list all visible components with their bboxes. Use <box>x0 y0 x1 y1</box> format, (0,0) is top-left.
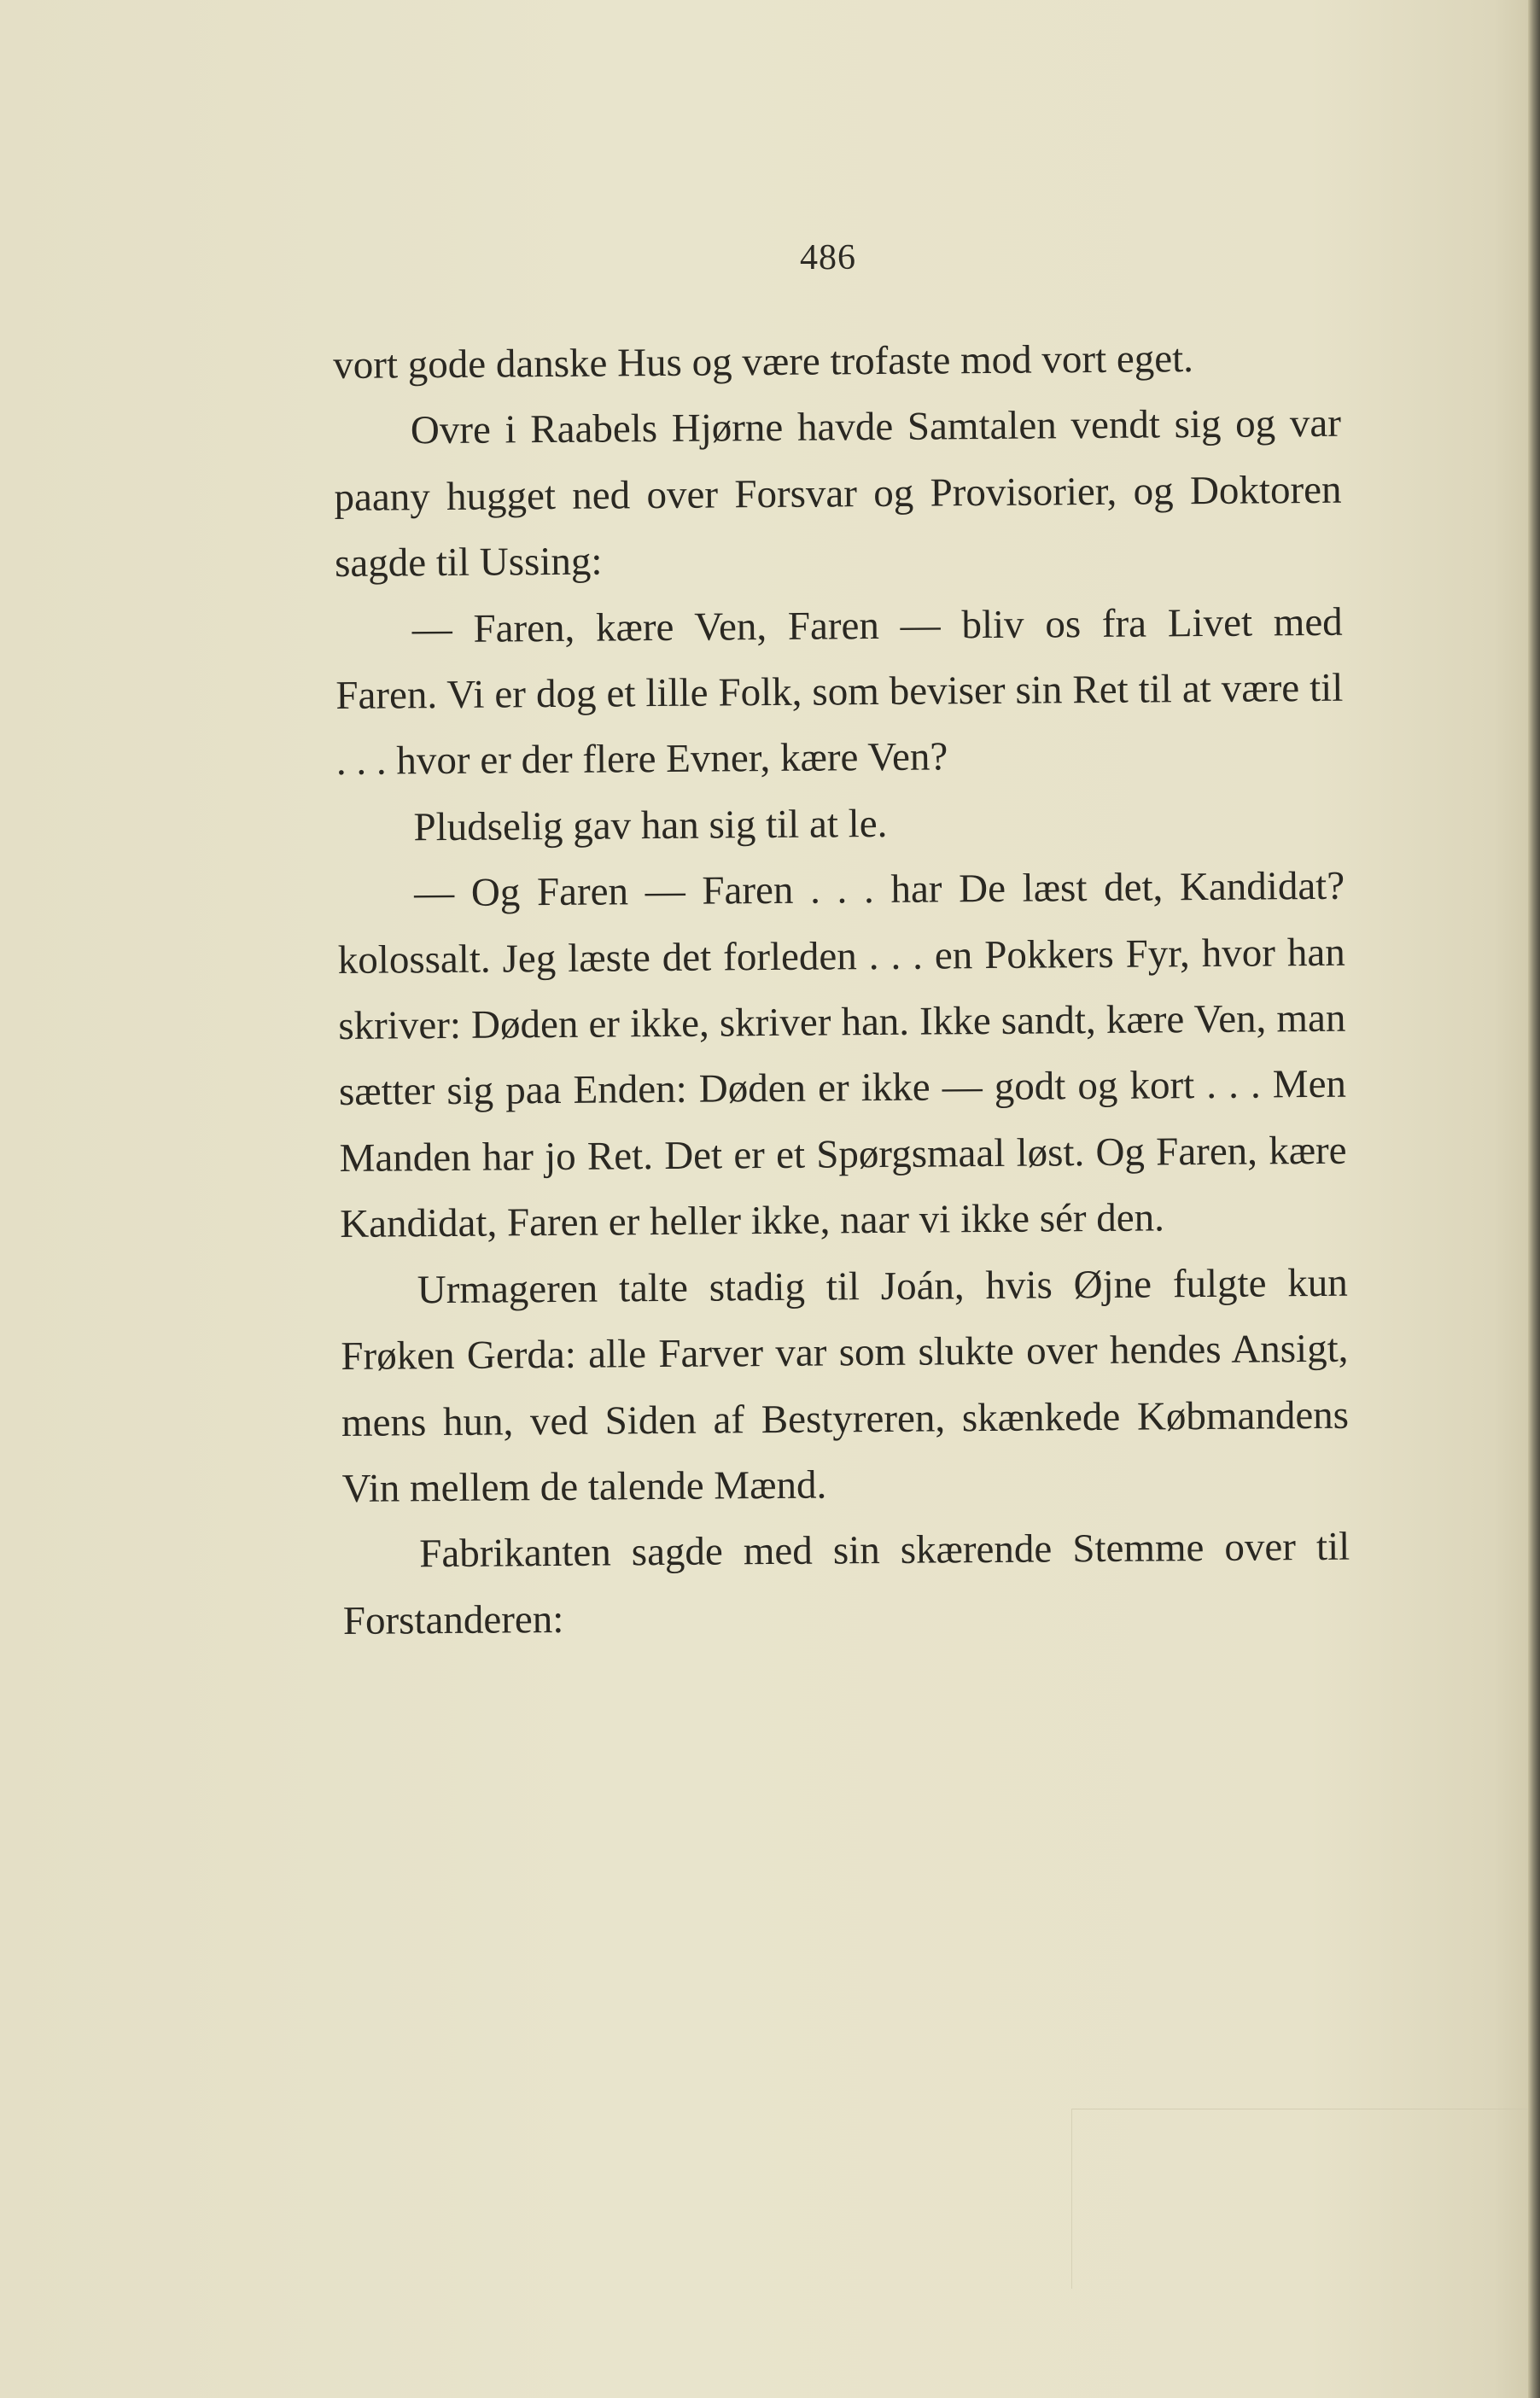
paragraph-5: — Og Faren — Faren . . . har De læst det, Kandidat? kolossalt. Jeg læste det forleden . . . en Pokkers Fyr, hvor han skriver: Døden er ikke, skriver han. Ikke sandt, kære Ven, man sætter sig paa Enden: Døden er ikke — godt og kort . . . Men Manden har jo Ret. Det er et Spørgsmaal løst. Og Faren, kære Kandidat, Faren er heller ikke, naar vi ikke sér den. <box>337 863 1347 1247</box>
paragraph-3: — Faren, kære Ven, Faren — bliv os fra Livet med Faren. Vi er dog et lille Folk, som beviser sin Ret til at være til . . . hvor er der flere Evner, kære Ven? <box>335 599 1344 785</box>
paragraph-2: Ovre i Raabels Hjørne havde Samtalen vendt sig og var paany hugget ned over Forsvar og Provisorier, og Doktoren sagde til Ussing: <box>334 401 1342 586</box>
faint-paper-mark <box>1071 2109 1533 2289</box>
paragraph-4: Pludselig gav han sig til at le. <box>413 801 888 850</box>
paragraph-7: Fabrikanten sagde med sin skærende Stemme over til Forstanderen: <box>342 1525 1350 1643</box>
body-text <box>333 325 1350 1654</box>
page-number: 486 <box>800 238 856 277</box>
page-edge <box>1528 0 1540 2398</box>
paragraph-6: Urmageren talte stadig til Joán, hvis Øjne fulgte kun Frøken Gerda: alle Farver var som slukte over hendes Ansigt, mens hun, ved Siden af Bestyreren, skænkede Købmandens Vin mellem de talende Mænd. <box>341 1260 1350 1511</box>
paragraph-1: vort gode danske Hus og være trofaste mod vort eget. <box>333 336 1194 388</box>
